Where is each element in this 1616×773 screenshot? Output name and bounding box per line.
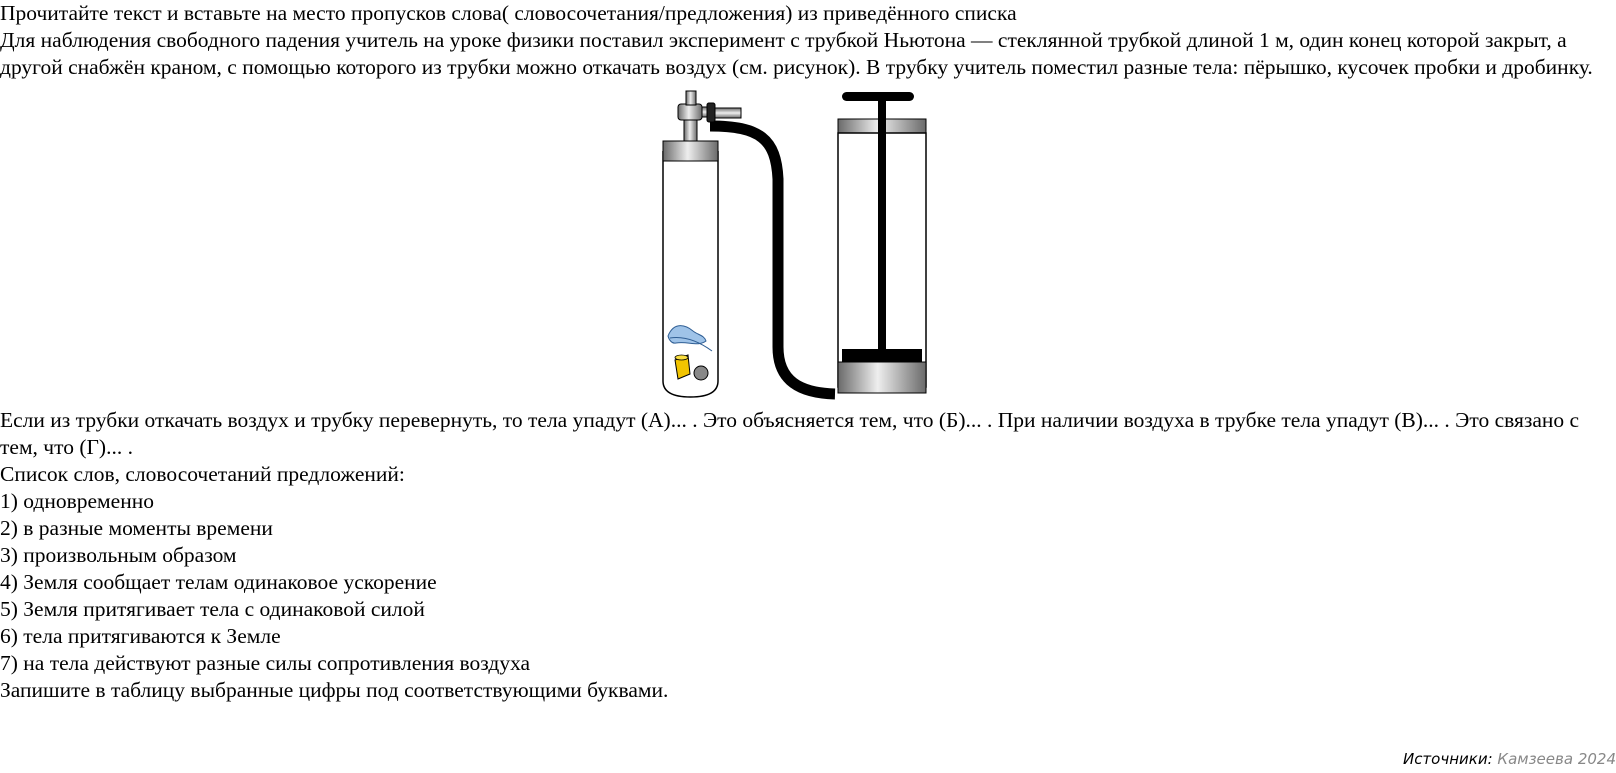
- list-item: 1) одновременно: [0, 489, 154, 513]
- tube-cap: [663, 141, 718, 161]
- glass-tube: [663, 151, 718, 397]
- source-line: [1403, 748, 1616, 770]
- list-item: 5) Земля притягивает тела с одинаковой силой: [0, 597, 425, 621]
- valve-top: [686, 91, 696, 105]
- task-paragraph-gaps: Если из трубки откачать воздух и трубку перевернуть, то тела упадут (А)... . Это объясняется тем, что (Б)... . При наличии воздуха в трубке тела упадут (В)... . Это связано с тем, что (Г)... .: [0, 408, 1580, 459]
- task-closing: Запишите в таблицу выбранные цифры под соответствующими буквами.: [0, 678, 669, 702]
- pump-piston: [842, 349, 922, 362]
- pump-handle: [842, 92, 914, 101]
- list-item: 6) тела притягиваются к Земле: [0, 624, 281, 648]
- word-list: [0, 488, 1616, 677]
- source-name: Камзеева 2024: [1497, 750, 1616, 768]
- figure-area: [0, 81, 1616, 407]
- task-instruction: Прочитайте текст и вставьте на место пропусков слова( словосочетания/предложения) из приведённого списка: [0, 1, 1017, 25]
- valve-stem: [684, 117, 697, 141]
- valve-collar: [707, 103, 715, 122]
- pump-rod: [878, 101, 886, 351]
- list-item: 4) Земля сообщает телам одинаковое ускорение: [0, 570, 437, 594]
- list-item: 7) на тела действуют разные силы сопротивления воздуха: [0, 651, 531, 675]
- hose: [710, 126, 835, 394]
- hose-fitting: [715, 108, 741, 118]
- word-list-heading: Список слов, словосочетаний предложений:: [0, 462, 405, 486]
- newton-tube-illustration: [660, 89, 960, 407]
- pellet: [694, 366, 708, 380]
- list-item: 3) произвольным образом: [0, 543, 237, 567]
- task-paragraph-setup: Для наблюдения свободного падения учитель на уроке физики поставил эксперимент с трубкой Ньютона — стеклянной трубкой длиной 1 м, один конец которой закрыт, а другой снабжён краном, с помощью которого из трубки можно откачать воздух (см. рисунок). В трубку учитель поместил разные тела: пёрышко, кусочек пробки и дробинку.: [0, 28, 1593, 79]
- pump-bottom-cap: [838, 362, 926, 393]
- source-label: Источники:: [1402, 750, 1493, 768]
- list-item: 2) в разные моменты времени: [0, 516, 273, 540]
- valve-body: [678, 104, 702, 120]
